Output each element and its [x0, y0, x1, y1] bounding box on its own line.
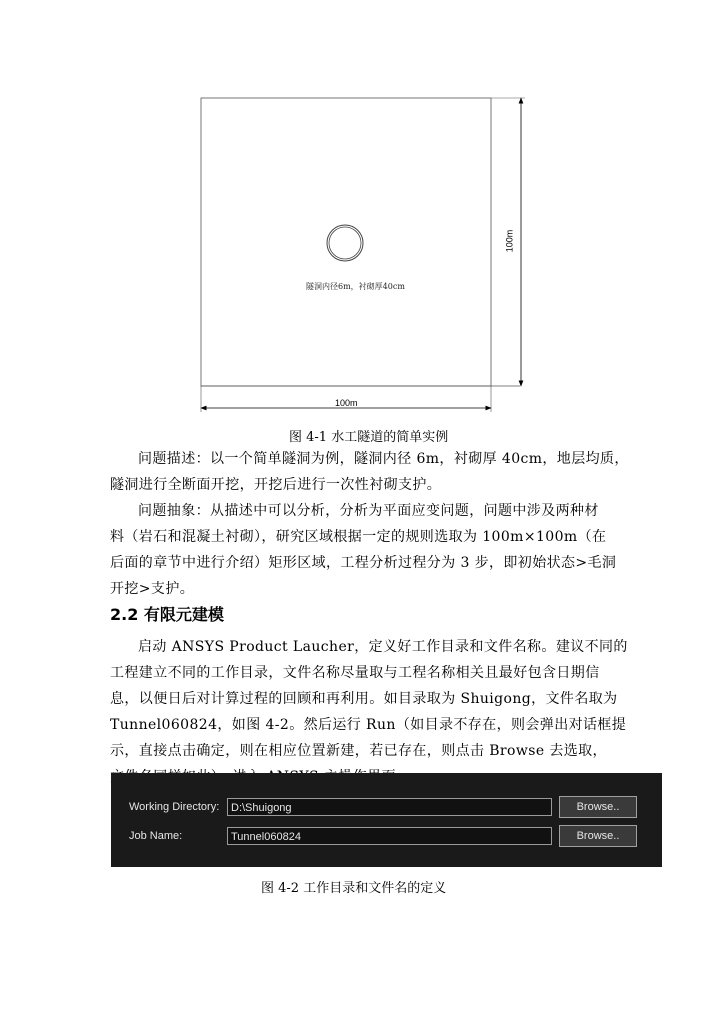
- paragraph-problem-description: [110, 446, 638, 498]
- text-line: 问题描述：以一个简单隧洞为例，隧洞内径 6m，衬砌厚 40cm，地层均质，: [138, 451, 629, 467]
- job-name-input[interactable]: Tunnel060824: [227, 827, 552, 845]
- text-line: 启动 ANSYS Product Laucher，定义好工作目录和文件名称。建议不同的: [138, 639, 628, 655]
- paragraph-launcher: [110, 634, 638, 790]
- text-line: 后面的章节中进行介绍）矩形区域，工程分析过程分为 3 步，即初始状态>毛洞: [110, 555, 617, 571]
- text-line: 问题抽象：从描述中可以分析，分析为平面应变问题，问题中涉及两种材: [138, 503, 599, 519]
- text-line: 示，直接点击确定，则在相应位置新建，若已存在，则点击 Browse 去选取，: [110, 743, 607, 759]
- section-heading: 2.2 有限元建模: [110, 605, 224, 624]
- text-line: 料（岩石和混凝土衬砌），研究区域根据一定的规则选取为 100m×100m（在: [110, 529, 607, 545]
- text-line: 息，以便日后对计算过程的回顾和再利用。如目录取为 Shuigong，文件名取为: [110, 691, 618, 707]
- paragraph-problem-abstraction: [110, 498, 638, 602]
- tunnel-annotation: 隧洞内径6m，衬砌厚40cm: [306, 282, 405, 291]
- tunnel-figure: [0, 0, 724, 420]
- figure-1-caption: 图 4-1 水工隧道的简单实例: [289, 430, 449, 445]
- text-line: 工程建立不同的工作目录，文件名称尽量取与工程名称相关且最好包含日期信: [110, 665, 600, 681]
- text-line: Tunnel060824，如图 4-2。然后运行 Run（如目录不存在，则会弹出对话框提: [110, 717, 627, 733]
- figure-2-caption: 图 4-2 工作目录和文件名的定义: [261, 881, 447, 896]
- working-directory-input[interactable]: D:\Shuigong: [227, 798, 552, 816]
- text-line: 开挖>支护。: [110, 581, 195, 597]
- tunnel-outer-circle: [327, 225, 363, 261]
- dim-horizontal-label: 100m: [335, 398, 358, 408]
- job-name-label: Job Name:: [129, 830, 183, 842]
- browse-job-button[interactable]: Browse..: [559, 825, 637, 847]
- browse-directory-button[interactable]: Browse..: [559, 796, 637, 818]
- domain-boundary: [201, 98, 491, 386]
- tunnel-inner-circle: [329, 227, 361, 259]
- dim-vertical-label: 100m: [504, 229, 515, 253]
- working-directory-label: Working Directory:: [129, 801, 220, 813]
- ansys-launcher-panel: [111, 773, 662, 867]
- text-line: 隧洞进行全断面开挖，开挖后进行一次性衬砌支护。: [110, 477, 442, 493]
